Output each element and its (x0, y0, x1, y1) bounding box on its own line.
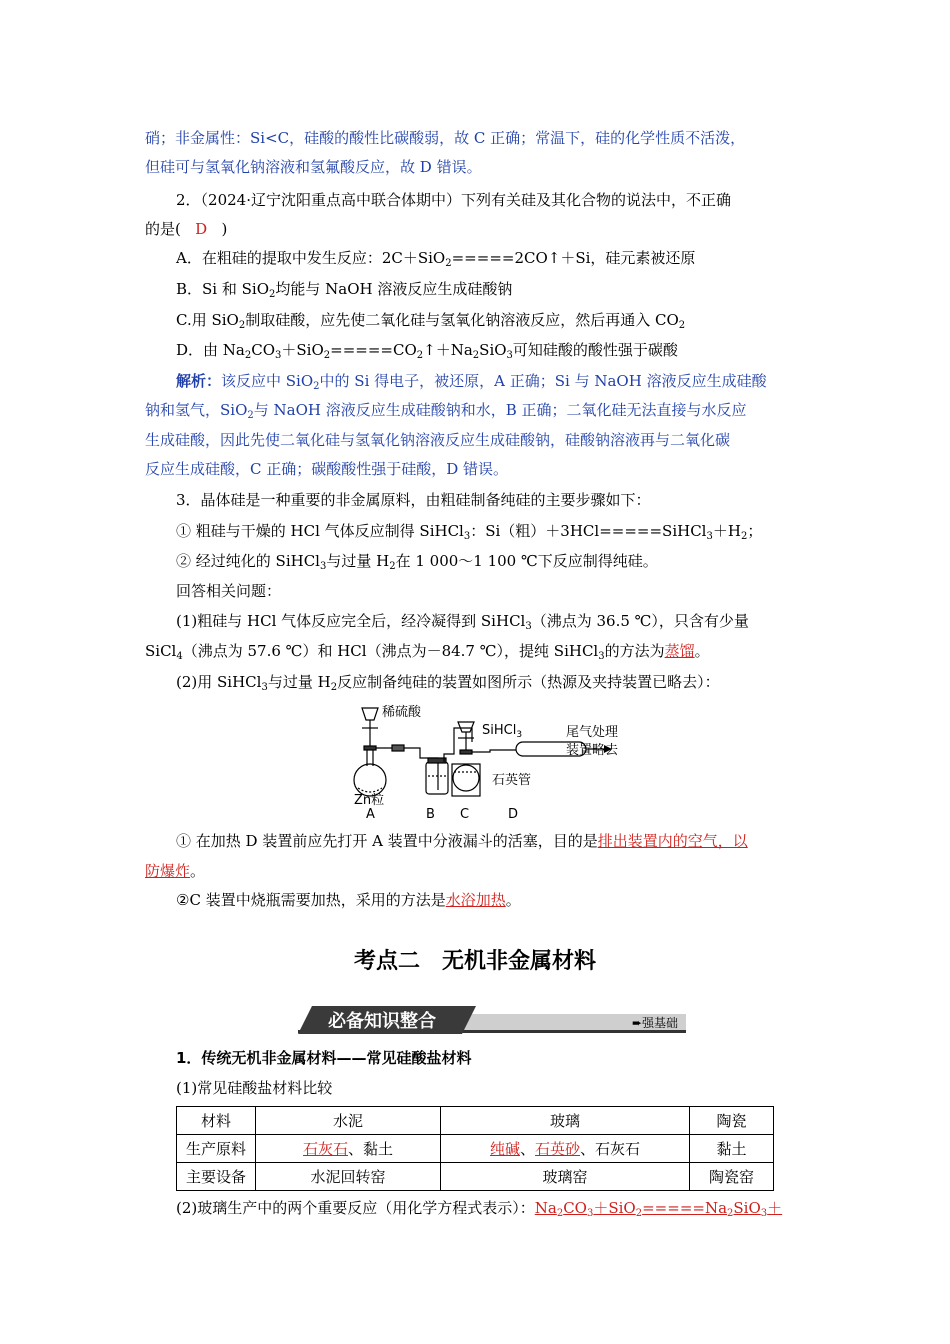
q1-analysis-line1: 硝；非金属性：Si<C，硅酸的酸性比碳酸弱，故 C 正确；常温下，硅的化学性质不活泼， (145, 129, 746, 147)
table-cell: 纯碱、石英砂、石灰石 (441, 1135, 690, 1163)
table-header-cell: 陶瓷 (690, 1107, 774, 1135)
table-cell: 石灰石、黏土 (256, 1135, 441, 1163)
label-sihcl3: SiHCl$_3$ (482, 723, 523, 740)
q3-step2: ② 经过纯化的 SiHCl$_3$与过量 $H_2$在 1 000～1 100 ℃下反应制得纯硅。 (176, 552, 658, 572)
q3-part1-line2: SiCl$_4$（沸点为 57.6 ℃）和 HCl（沸点为－84.7 ℃），提纯 SiHCl$_3$的方法为蒸馏。 (145, 642, 710, 662)
q3-stem: 3．晶体硅是一种重要的非金属原料，由粗硅制备纯硅的主要步骤如下： (176, 491, 651, 509)
banner-tag: ➨强基础 (631, 1016, 678, 1030)
q2-analysis-line3: 生成硅酸，因此先使二氧化硅与氢氧化钠溶液反应生成硅酸钠，硅酸钠溶液再与二氧化碳 (145, 431, 731, 449)
label-zn: Zn粒 (354, 793, 385, 808)
q3-question-i-line1: ① 在加热 D 装置前应先打开 A 装置中分液漏斗的活塞，目的是排出装置内的空气，以 (176, 832, 748, 850)
label-tail-gas-1: 尾气处理 (566, 725, 619, 740)
q2-analysis-line4: 反应生成硅酸，C 正确；碳酸酸性强于硅酸，D 错误。 (145, 460, 509, 478)
label-a: A (366, 807, 375, 820)
table-cell: 玻璃窑 (441, 1163, 690, 1191)
table-header-cell: 材料 (177, 1107, 256, 1135)
table-cell: 陶瓷窑 (690, 1163, 774, 1191)
table-row (177, 1163, 774, 1191)
glass-reaction-answer: $Na_2CO_3+SiO_2=====Na_2SiO_3+$ (534, 1199, 783, 1219)
cement-raw-answer: 石灰石 (302, 1140, 348, 1158)
glass-raw-answer-1: 纯碱 (489, 1140, 520, 1158)
label-tail-gas-2: 装置略去 (566, 743, 619, 758)
label-quartz-tube: 石英管 (492, 773, 532, 788)
q2-stem-prefix: 的是( (145, 220, 181, 238)
label-b: B (426, 807, 435, 820)
q2-answer: D (195, 220, 208, 238)
q3-step1: ① 粗硅与干燥的 HCl 气体反应制得 SiHCl$_3$：Si（粗）$+3HCl=====SiHCl_3+H_2$； (176, 522, 763, 542)
table-cell: 黏土 (690, 1135, 774, 1163)
table-cell: 生产原料 (177, 1135, 256, 1163)
label-c: C (460, 807, 470, 820)
q3-part2-stem: (2)用 SiHCl$_3$与过量 $H_2$反应制备纯硅的装置如图所示（热源及夹持装置已略去）： (176, 673, 720, 693)
table-header-row (177, 1107, 774, 1135)
kp1-sub2: (2)玻璃生产中的两个重要反应（用化学方程式表示）：$Na_2CO_3+SiO_2=====Na_2SiO_3+$ (176, 1199, 783, 1219)
label-d: D (508, 807, 519, 820)
section-title: 考点二 无机非金属材料 (353, 949, 596, 974)
table-header-cell: 玻璃 (441, 1107, 690, 1135)
q2-stem: 2．（2024·辽宁沈阳重点高中联合体期中）下列有关硅及其化合物的说法中，不正确 (176, 191, 731, 209)
q1-analysis-line2: 但硅可与氢氧化钠溶液和氢氟酸反应，故 D 错误。 (145, 158, 482, 176)
q2-option-b: B．Si 和 SiO$_2$均能与 NaOH 溶液反应生成硅酸钠 (176, 280, 513, 300)
silicate-material-table (176, 1106, 774, 1191)
q2-option-d: D．由 $Na_2CO_3+SiO_2=====CO_2↑+Na_2SiO_3$可知硅酸的酸性强于碳酸 (176, 341, 678, 361)
q2-stem-cont (145, 219, 227, 239)
kp1-heading: 1．传统无机非金属材料——常见硅酸盐材料 (176, 1049, 472, 1067)
table-cell: 主要设备 (177, 1163, 256, 1191)
knowledge-banner (298, 1004, 686, 1038)
table-header-cell: 水泥 (256, 1107, 441, 1135)
table-cell: 水泥回转窑 (256, 1163, 441, 1191)
glass-raw-answer-2: 石英砂 (535, 1140, 581, 1158)
q2-stem-suffix: ) (221, 220, 228, 238)
q3-part1-answer: 蒸馏 (664, 642, 695, 660)
q3-question-i-answer1: 排出装置内的空气，以 (597, 832, 748, 850)
q3-question-ii: ②C 装置中烧瓶需要加热，采用的方法是水浴加热。 (176, 891, 521, 909)
label-dilute-acid: 稀硫酸 (382, 705, 422, 720)
table-row (177, 1135, 774, 1163)
q3-question-i-line2: 防爆炸。 (145, 862, 206, 880)
banner-main-text: 必备知识整合 (328, 1011, 436, 1032)
q2-analysis-line2: 钠和氢气，SiO$_2$与 NaOH 溶液反应生成硅酸钠和水，B 正确；二氧化硅无法直接与水反应 (145, 401, 747, 421)
q3-answer-prompt: 回答相关问题： (176, 582, 282, 600)
apparatus-figure (340, 700, 640, 820)
q3-part1-line1: (1)粗硅与 HCl 气体反应完全后，经冷凝得到 SiHCl$_3$（沸点为 36.5 ℃），只含有少量 (176, 612, 749, 632)
kp1-sub1: (1)常见硅酸盐材料比较 (176, 1079, 333, 1097)
q2-analysis-line1: 解析：该反应中 SiO$_2$中的 Si 得电子，被还原，A 正确；Si 与 NaOH 溶液反应生成硅酸 (176, 372, 767, 392)
q3-question-i-answer2: 防爆炸 (145, 862, 191, 880)
q2-option-a: A．在粗硅的提取中发生反应：2C＋SiO$_2$=====2CO↑＋Si，硅元素被还原 (176, 249, 696, 269)
q2-option-c: C.用 SiO$_2$制取硅酸，应先使二氧化硅与氢氧化钠溶液反应，然后再通入 $CO_2$ (176, 311, 686, 331)
q3-question-ii-answer: 水浴加热 (445, 891, 506, 909)
